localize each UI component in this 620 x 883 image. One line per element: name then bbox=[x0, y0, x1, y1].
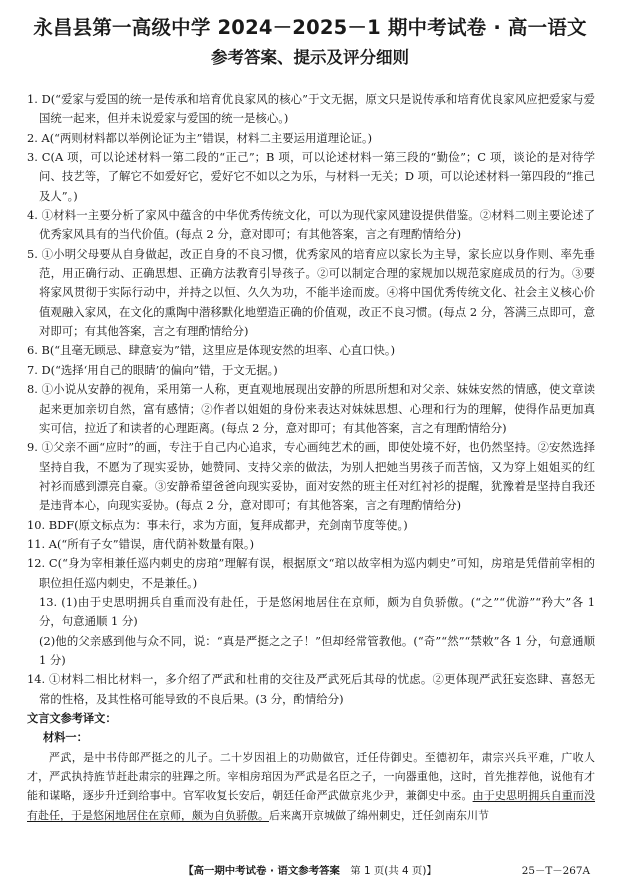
answer-item-6: 6. B(“且毫无顾忌、肆意妄为”错，这里应是体现安然的坦率、心直口快。) bbox=[27, 343, 396, 358]
material-label: 材料一： bbox=[43, 731, 88, 745]
answer-item-5: 5. ①小明父母要从自身做起，改正自身的不良习惯，优秀家风的培育应以家长为主导，家长应以身作则、率先垂范，用正确行动、正确思想、正确方法教育引导孩子。②可以制定合理的家规加以规范家庭成员的行为。③要将家风贯彻于实际行动中，并持之以恒、久久为功，不能半途而废。④将中国优秀传统文化、社会主义核心价值观融入家风，在文化的熏陶中潜移默化地塑造正确的价值观，改正不良习惯。(每点 2 分，答满三点即可，意对即可；有其他答案，言之有理酌情给分) bbox=[27, 246, 595, 339]
footer-exam-name: 【高一期中考试卷 · 语文参考答案 bbox=[183, 865, 340, 877]
page-title: 永昌县第一高级中学 2024－2025－1 期中考试卷 · 高一语文 bbox=[33, 16, 587, 39]
answer-item-11: 11. A(“所有子女”错误，唐代荫补数量有限。) bbox=[27, 536, 255, 551]
translation-underlined-text: 由于史思明拥兵自重而没有赴任，于是悠闲地居住在京师，颇为自负骄傲。 bbox=[27, 789, 596, 822]
answer-13-part-2: (2)他的父亲感到他与众不同，说：“真是严挺之之子！”但却经常管教他。(“奇”“然”“禁敕”各 1 分，句意通顺 1 分) bbox=[39, 633, 595, 667]
answer-item-1: 1. D(“爱家与爱国的统一是传承和培育优良家风的核心”于文无据，原文只是说传承和培育优良家风应把爱家与爱国统一起来，但并未说爱家与爱国的统一是核心。) bbox=[27, 92, 595, 126]
page-subtitle: 参考答案、提示及评分细则 bbox=[211, 48, 409, 67]
answer-item-4: 4. ①材料一主要分析了家风中蕴含的中华优秀传统文化，可以为现代家风建设提供借鉴。②材料二则主要论述了优秀家风具有的当代价值。(每点 2 分，意对即可；有其他答案，言之有理酌情给分) bbox=[27, 208, 595, 242]
answer-item-8: 8. ①小说从安静的视角，采用第一人称，更直观地展现出安静的所思所想和对父亲、妹妹安然的情感，使文章读起来更加亲切自然，富有感情；②作者以姐姐的身份来表达对妹妹思想、心理和行为的理解，使得作品更加真实可信，拉近了和读者的心理距离。(每点 2 分，意对即可；有其他答案，言之有理酌情给分) bbox=[27, 382, 595, 435]
answer-item-14: 14. ①材料二相比材料一，多介绍了严武和杜甫的交往及严武死后其母的忧虑。②更体现严武狂妄恣肆、喜怒无常的性格，及其性格可能导致的不良后果。(3 分，酌情给分) bbox=[27, 672, 595, 706]
answer-content bbox=[27, 90, 595, 825]
translation-text-after: 后来离开京城做了绵州刺史，迁任剑南东川节 bbox=[269, 808, 489, 822]
answer-item-9: 9. ①父亲不画“应时”的画，专注于自己内心追求，专心画纯艺术的画，即使处境不好，也仍然坚持。②安然选择坚持自我，不愿为了现实妥协，她赞同、支持父亲的做法，为别人把她当男孩子而苦恼，又为穿上姐姐买的红衬衫而感到漂亮自豪。③安静希望爸爸向现实妥协，面对安然的班主任对红衬衫的提醒，犹豫着是坚持自我还是违背本心，向现实妥协。(每点 2 分，意对即可；有其他答案，言之有理酌情给分) bbox=[27, 440, 595, 513]
answer-13-part-1: 13. (1)由于史思明拥兵自重而没有赴任，于是悠闲地居住在京师，颇为自负骄傲。(“之”“优游”“矜大”各 1 分，句意通顺 1 分) bbox=[39, 594, 595, 629]
answer-item-2: 2. A(“两则材料都以举例论证为主”错误，材料二主要运用道理论证。) bbox=[27, 130, 373, 145]
translation-text-before: 严武，是中书侍郎严挺之的儿子。二十岁因祖上的功勋做官，迁任侍御史。至德初年，肃宗兴兵平难，广收人才，严武执持旌节赶赴肃宗的驻蹕之所。宰相房琯因为严武是名臣之子，一向器重他，这时，首先推荐他，说他有才能和谋略，逐步升迁到给事中。官军收复长安后，朝廷任命严武做京兆少尹，兼御史中丞。 bbox=[27, 750, 595, 803]
page-footer bbox=[0, 862, 620, 878]
answer-item-10: 10. BDF(原文标点为：事未行，求为方面，复拜成都尹，充剑南节度等使。) bbox=[27, 517, 408, 532]
answer-item-3: 3. C(A 项，可以论述材料一第二段的“正己”；B 项，可以论述材料一第三段的“勤俭”；C 项，谈论的是对待学问、技艺等，了解它不如爱好它，爱好它不如以之为乐，与材料一无关；D 项，可以论述材料一第四段的“推己及人”。) bbox=[27, 150, 595, 203]
translation-heading: 文言文参考译文： bbox=[27, 712, 117, 725]
answer-item-7: 7. D(“选择‘用自己的眼睛’的偏向”错，于文无据。) bbox=[27, 362, 278, 377]
answer-item-12: 12. C(“身为宰相兼任巡内刺史的房琯”理解有误，根据原文“琯以故宰相为巡内刺史”可知，房琯是凭借前宰相的职位担任巡内刺史，不是兼任。) bbox=[27, 556, 595, 590]
footer-page-number: 第 1 页(共 4 页)】 bbox=[350, 865, 437, 877]
footer-code: 25－T－267A bbox=[521, 865, 590, 877]
answer-item-13 bbox=[27, 593, 595, 670]
translation-paragraph bbox=[27, 748, 595, 825]
